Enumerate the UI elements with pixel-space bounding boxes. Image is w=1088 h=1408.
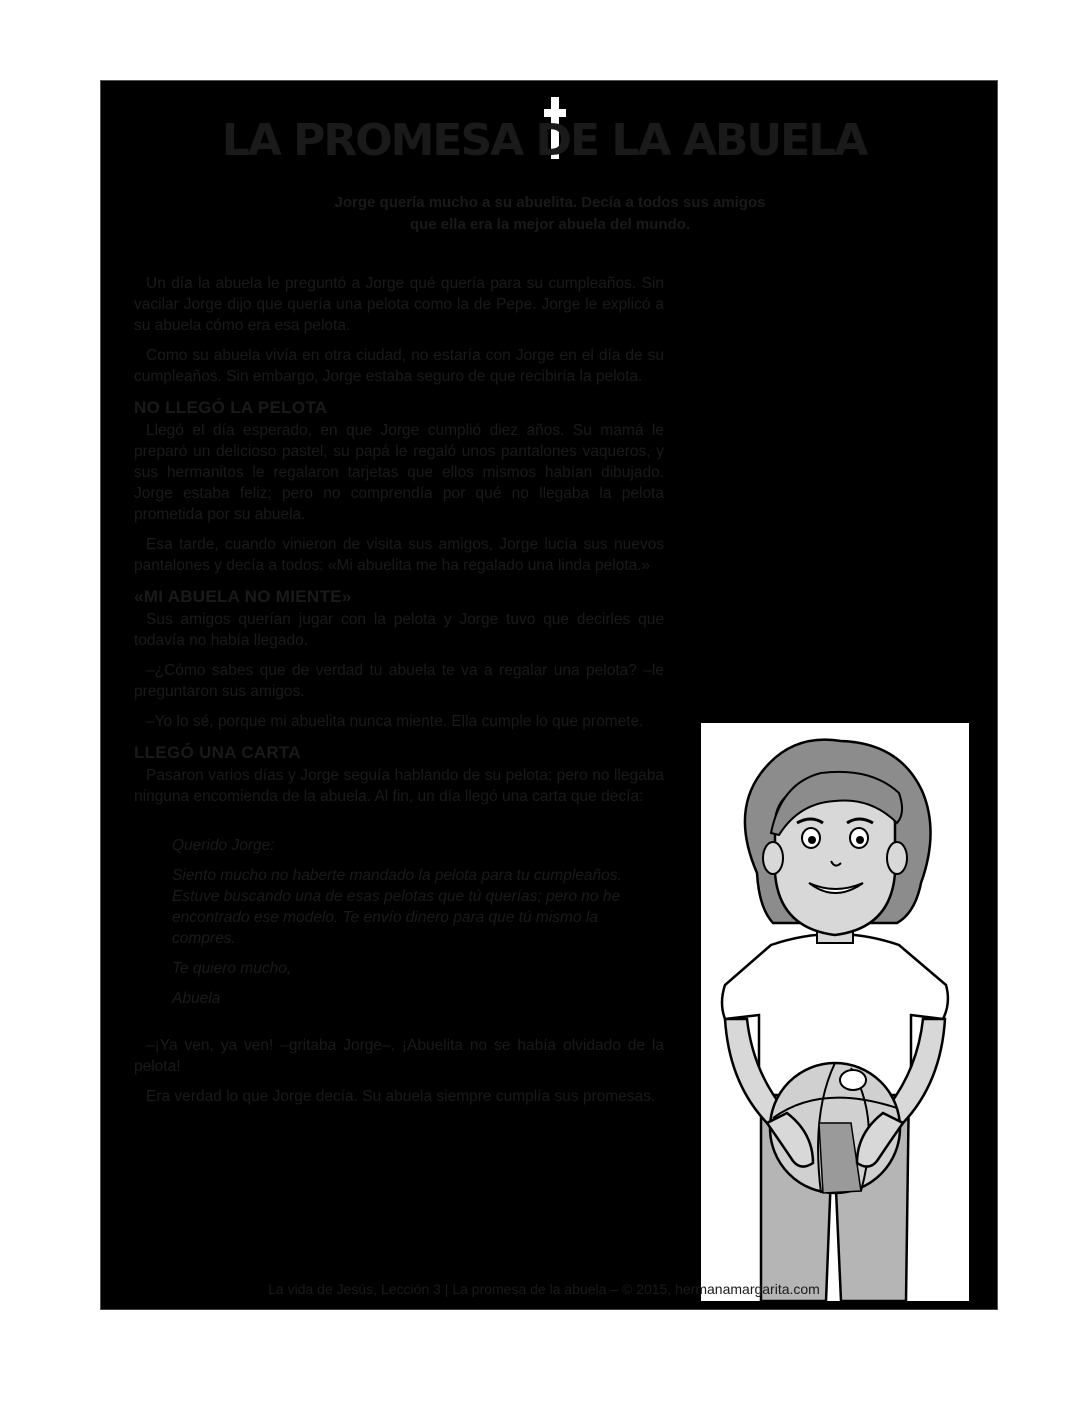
section-heading: NO LLEGÓ LA PELOTA [134,398,328,417]
letter-block [172,835,664,1009]
footer-divider [101,1309,997,1310]
intro-text [280,192,820,236]
paragraph: Sus amigos querían jugar con la pelota y Jorge tuvo que decirles que todavía no había llegado. [134,611,664,649]
section-heading: LLEGÓ UNA CARTA [134,743,301,762]
letter-text: Siento mucho no haberte mandado la pelota para tu cumpleaños. Estuve buscando una de esas pelotas que tú querías; pero no he encontrado ese modelo. Te envío dinero para que tú mismo la compres. [172,867,622,947]
boy-with-ball-image [701,723,969,1301]
paragraph: –¡Ya ven, ya ven! –gritaba Jorge–. ¡Abuelita no se había olvidado de la pelota! [134,1037,664,1075]
paragraph: Pasaron varios días y Jorge seguía hablando de su pelota; pero no llegaba ninguna encomienda de la abuela. Al fin, un día llegó una carta que decía: [134,767,664,805]
page-title: LA PROMESA DE LA ABUELA [221,115,867,166]
footer-credit: La vida de Jesús, Lección 3 | La promesa de la abuela – © 2015, hermanamargarita.com [268,1281,820,1297]
paragraph: Esa tarde, cuando vinieron de visita sus amigos, Jorge lucía sus nuevos pantalones y decía a todos: «Mi abuelita me ha regalado una linda pelota.» [134,536,664,574]
letter-closing: Te quiero mucho, [172,960,292,977]
intro-line-1: Jorge quería mucho a su abuelita. Decía a todos sus amigos [334,194,766,211]
paragraph: –¿Cómo sabes que de verdad tu abuela te va a regalar una pelota? –le preguntaron sus amigos. [134,662,664,700]
section-heading: «MI ABUELA NO MIENTE» [134,587,352,606]
boy-illustration [701,723,969,1301]
letter-greeting: Querido Jorge: [172,837,275,854]
letter-signature: Abuela [172,990,221,1007]
intro-line-2: que ella era la mejor abuela del mundo. [409,216,691,233]
paragraph: Como su abuela vivía en otra ciudad, no estaría con Jorge en el día de su cumpleaños. Sin embargo, Jorge estaba seguro de que recibiría la pelota. [134,347,664,385]
paragraph: Era verdad lo que Jorge decía. Su abuela siempre cumplía sus promesas. [146,1088,656,1105]
story-body [134,273,664,1116]
paragraph: Un día la abuela le preguntó a Jorge qué quería para su cumpleaños. Sin vacilar Jorge dijo que quería una pelota como la de Pepe. Jorge le explicó a su abuela cómo era esa pelota. [134,275,664,334]
paragraph: Llegó el día esperado, en que Jorge cumplió diez años. Su mamá le preparó un delicioso pastel, su papá le regaló unos pantalones vaqueros, y sus hermanitos le regalaron tarjetas que ellos mismos habían dibujado. Jorge estaba feliz; pero no comprendía por qué no llegaba la pelota prometida por su abuela. [134,422,664,523]
paragraph: –Yo lo sé, porque mi abuelita nunca miente. Ella cumple lo que promete. [146,713,644,730]
